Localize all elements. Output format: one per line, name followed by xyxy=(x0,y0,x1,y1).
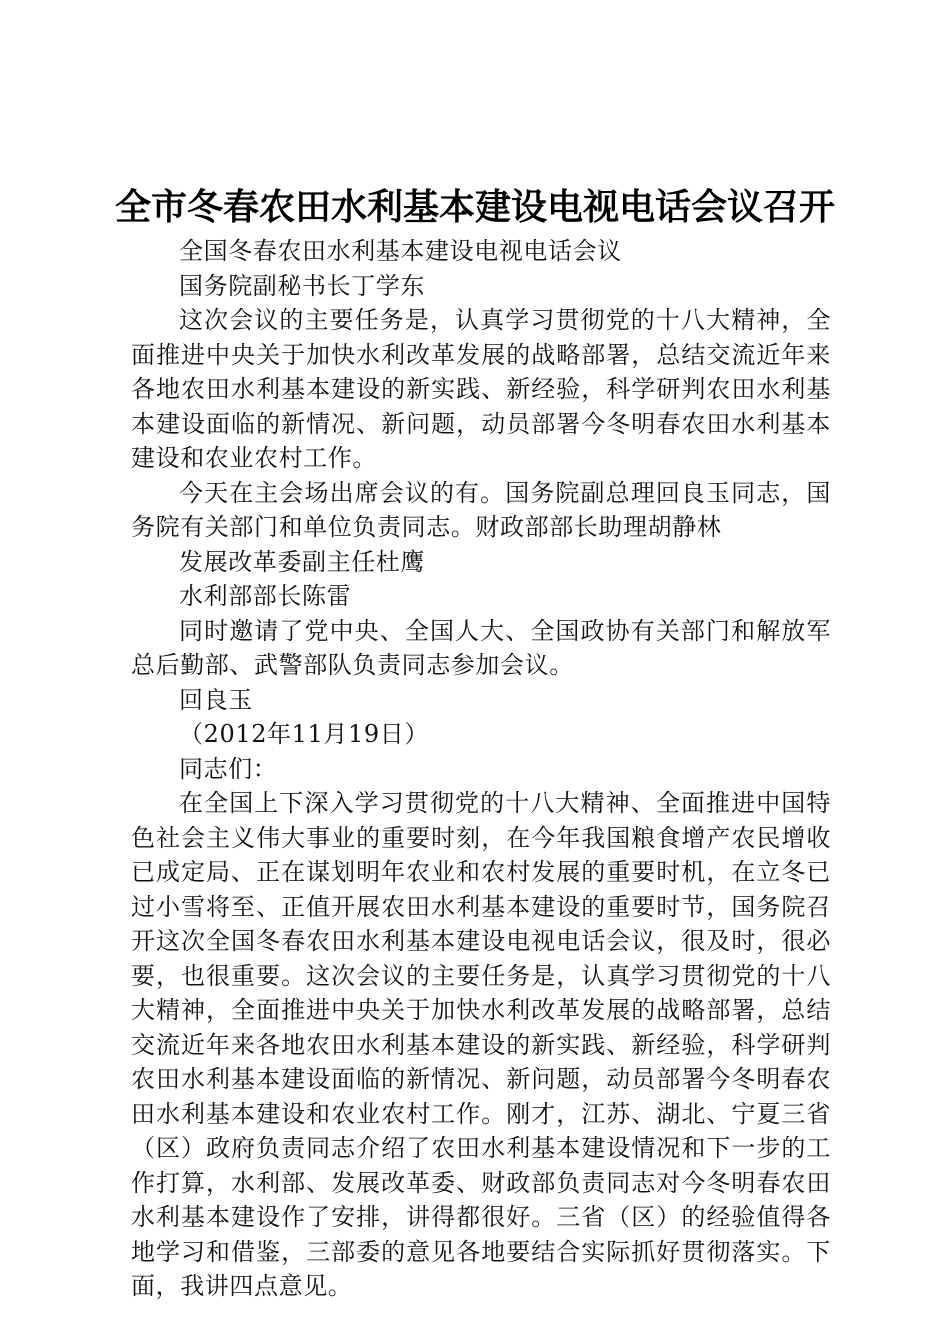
paragraph-meeting-name: 全国冬春农田水利基本建设电视电话会议 xyxy=(179,237,622,265)
paragraph-meeting-tasks: 这次会议的主要任务是，认真学习贯彻党的十八大精神，全面推进中央关于加快水利改革发展的战略部署，总结交流近年来各地农田水利基本建设的新实践、新经验，科学研判农田水利基本建设面临的新情况、新问题，动员部署今冬明春农田水利基本建设和农业农村工作。 xyxy=(131,306,831,472)
paragraph-attendee-water: 水利部部长陈雷 xyxy=(179,582,352,610)
document-body xyxy=(131,234,831,1304)
paragraph-attendee-ndrc: 发展改革委副主任杜鹰 xyxy=(179,547,425,576)
paragraph-speaker: 回良玉 xyxy=(179,685,253,714)
paragraph-date: （2012年11月19日） xyxy=(179,720,429,748)
paragraph-speech-body: 在全国上下深入学习贯彻党的十八大精神、全面推进中国特色社会主义伟大事业的重要时刻，在今年我国粮食增产农民增收已成定局、正在谋划明年农业和农村发展的重要时机，在立冬已过小雪将至、正值开展农田水利基本建设的重要时节，国务院召开这次全国冬春农田水利基本建设电视电话会议，很及时，很必要，也很重要。这次会议的主要任务是，认真学习贯彻党的十八大精神，全面推进中央关于加快水利改革发展的战略部署，总结交流近年来各地农田水利基本建设的新实践、新经验，科学研判农田水利基本建设面临的新情况、新问题，动员部署今冬明春农田水利基本建设和农业农村工作。刚才，江苏、湖北、宁夏三省（区）政府负责同志介绍了农田水利基本建设情况和下一步的工作打算，水利部、发展改革委、财政部负责同志对今冬明春农田水利基本建设作了安排，讲得都很好。三省（区）的经验值得各地学习和借鉴，三部委的意见各地要结合实际抓好贯彻落实。下面，我讲四点意见。 xyxy=(131,789,831,1300)
paragraph-attendees: 今天在主会场出席会议的有。国务院副总理回良玉同志，国务院有关部门和单位负责同志。财政部部长助理胡静林 xyxy=(131,478,831,541)
paragraph-invited: 同时邀请了党中央、全国人大、全国政协有关部门和解放军总后勤部、武警部队负责同志参加会议。 xyxy=(131,616,831,679)
document-title: 全市冬春农田水利基本建设电视电话会议召开 xyxy=(114,187,835,228)
paragraph-host: 国务院副秘书长丁学东 xyxy=(179,271,425,300)
paragraph-salutation: 同志们： xyxy=(179,754,278,783)
